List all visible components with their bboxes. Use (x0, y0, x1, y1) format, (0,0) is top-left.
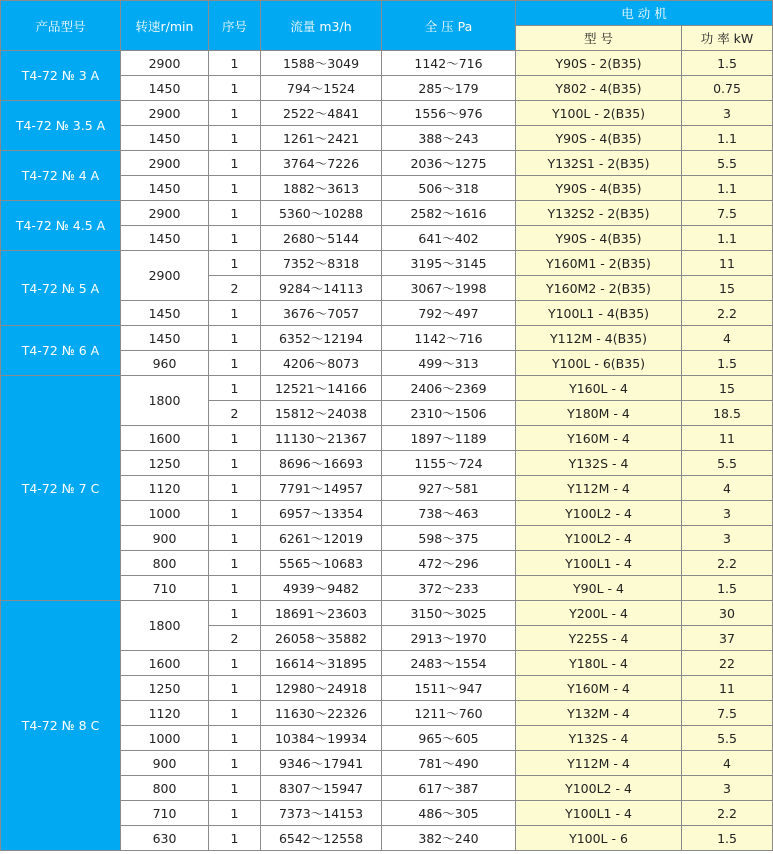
motor-power-cell: 4 (682, 476, 773, 501)
speed-cell: 1450 (121, 301, 209, 326)
pressure-cell: 738～463 (382, 501, 516, 526)
table-row (1, 326, 773, 351)
speed-cell: 2900 (121, 201, 209, 226)
motor-type-cell: Y100L2 - 4 (516, 526, 682, 551)
speed-cell: 1600 (121, 651, 209, 676)
seq-cell: 1 (209, 651, 261, 676)
pressure-cell: 1211～760 (382, 701, 516, 726)
motor-power-cell: 30 (682, 601, 773, 626)
pressure-cell: 2036～1275 (382, 151, 516, 176)
speed-cell: 1250 (121, 451, 209, 476)
flow-cell: 3764～7226 (261, 151, 382, 176)
product-model-cell: T4-72 № 4 A (1, 151, 121, 201)
speed-cell: 710 (121, 801, 209, 826)
flow-cell: 4206～8073 (261, 351, 382, 376)
motor-power-cell: 4 (682, 326, 773, 351)
table-row (1, 151, 773, 176)
pressure-cell: 598～375 (382, 526, 516, 551)
seq-cell: 1 (209, 76, 261, 101)
seq-cell: 1 (209, 351, 261, 376)
seq-cell: 1 (209, 426, 261, 451)
motor-type-cell: Y200L - 4 (516, 601, 682, 626)
motor-type-cell: Y90S - 2(B35) (516, 51, 682, 76)
motor-power-cell: 3 (682, 501, 773, 526)
motor-power-cell: 11 (682, 426, 773, 451)
motor-power-cell: 37 (682, 626, 773, 651)
speed-cell: 1450 (121, 76, 209, 101)
motor-power-cell: 1.5 (682, 576, 773, 601)
motor-type-cell: Y802 - 4(B35) (516, 76, 682, 101)
pressure-cell: 2310～1506 (382, 401, 516, 426)
pressure-cell: 388～243 (382, 126, 516, 151)
motor-type-cell: Y100L2 - 4 (516, 776, 682, 801)
seq-cell: 1 (209, 526, 261, 551)
product-model-cell: T4-72 № 7 C (1, 376, 121, 601)
seq-cell: 1 (209, 801, 261, 826)
flow-cell: 26058～35882 (261, 626, 382, 651)
motor-type-cell: Y90S - 4(B35) (516, 176, 682, 201)
motor-type-cell: Y160M - 4 (516, 676, 682, 701)
header-product-model: 产品型号 (1, 1, 121, 51)
motor-type-cell: Y180M - 4 (516, 401, 682, 426)
flow-cell: 11130～21367 (261, 426, 382, 451)
flow-cell: 16614～31895 (261, 651, 382, 676)
motor-type-cell: Y160M2 - 2(B35) (516, 276, 682, 301)
motor-type-cell: Y132S - 4 (516, 451, 682, 476)
table-row (1, 51, 773, 76)
motor-type-cell: Y100L1 - 4 (516, 801, 682, 826)
motor-type-cell: Y132M - 4 (516, 701, 682, 726)
seq-cell: 1 (209, 376, 261, 401)
product-model-cell: T4-72 № 8 C (1, 601, 121, 851)
flow-cell: 10384～19934 (261, 726, 382, 751)
pressure-cell: 965～605 (382, 726, 516, 751)
speed-cell: 1450 (121, 226, 209, 251)
motor-power-cell: 1.5 (682, 826, 773, 851)
flow-cell: 794～1524 (261, 76, 382, 101)
flow-cell: 12980～24918 (261, 676, 382, 701)
table-body (1, 51, 773, 851)
motor-type-cell: Y132S - 4 (516, 726, 682, 751)
table-row (1, 376, 773, 401)
motor-power-cell: 1.5 (682, 351, 773, 376)
motor-power-cell: 1.5 (682, 51, 773, 76)
pressure-cell: 372～233 (382, 576, 516, 601)
header-seq: 序号 (209, 1, 261, 51)
speed-cell: 1250 (121, 676, 209, 701)
pressure-cell: 1142～716 (382, 326, 516, 351)
pressure-cell: 472～296 (382, 551, 516, 576)
seq-cell: 2 (209, 626, 261, 651)
pressure-cell: 1511～947 (382, 676, 516, 701)
motor-power-cell: 5.5 (682, 451, 773, 476)
speed-cell: 900 (121, 751, 209, 776)
seq-cell: 1 (209, 176, 261, 201)
flow-cell: 7373～14153 (261, 801, 382, 826)
speed-cell: 900 (121, 526, 209, 551)
motor-type-cell: Y100L2 - 4 (516, 501, 682, 526)
seq-cell: 1 (209, 151, 261, 176)
flow-cell: 8696～16693 (261, 451, 382, 476)
seq-cell: 1 (209, 701, 261, 726)
flow-cell: 15812～24038 (261, 401, 382, 426)
pressure-cell: 1155～724 (382, 451, 516, 476)
pressure-cell: 781～490 (382, 751, 516, 776)
motor-power-cell: 15 (682, 276, 773, 301)
speed-cell: 800 (121, 776, 209, 801)
motor-power-cell: 2.2 (682, 551, 773, 576)
speed-cell: 2900 (121, 101, 209, 126)
speed-cell: 1120 (121, 476, 209, 501)
motor-power-cell: 7.5 (682, 701, 773, 726)
motor-power-cell: 5.5 (682, 726, 773, 751)
motor-type-cell: Y160M - 4 (516, 426, 682, 451)
flow-cell: 8307～15947 (261, 776, 382, 801)
motor-power-cell: 7.5 (682, 201, 773, 226)
speed-cell: 710 (121, 576, 209, 601)
speed-cell: 1450 (121, 326, 209, 351)
speed-cell: 2900 (121, 151, 209, 176)
motor-power-cell: 1.1 (682, 126, 773, 151)
motor-type-cell: Y160L - 4 (516, 376, 682, 401)
header-motor-power: 功 率 kW (682, 26, 773, 51)
motor-power-cell: 1.1 (682, 226, 773, 251)
motor-type-cell: Y90S - 4(B35) (516, 126, 682, 151)
flow-cell: 6352～12194 (261, 326, 382, 351)
pressure-cell: 499～313 (382, 351, 516, 376)
header-motor: 电 动 机 (516, 1, 773, 26)
seq-cell: 1 (209, 201, 261, 226)
flow-cell: 7352～8318 (261, 251, 382, 276)
seq-cell: 1 (209, 601, 261, 626)
flow-cell: 5360～10288 (261, 201, 382, 226)
pressure-cell: 506～318 (382, 176, 516, 201)
speed-cell: 1450 (121, 176, 209, 201)
motor-power-cell: 1.1 (682, 176, 773, 201)
flow-cell: 12521～14166 (261, 376, 382, 401)
seq-cell: 1 (209, 326, 261, 351)
seq-cell: 1 (209, 501, 261, 526)
seq-cell: 1 (209, 51, 261, 76)
flow-cell: 1261～2421 (261, 126, 382, 151)
motor-type-cell: Y112M - 4 (516, 751, 682, 776)
pressure-cell: 285～179 (382, 76, 516, 101)
flow-cell: 3676～7057 (261, 301, 382, 326)
motor-type-cell: Y90L - 4 (516, 576, 682, 601)
table-row (1, 251, 773, 276)
pressure-cell: 617～387 (382, 776, 516, 801)
motor-type-cell: Y112M - 4 (516, 476, 682, 501)
speed-cell: 1000 (121, 726, 209, 751)
speed-cell: 2900 (121, 51, 209, 76)
product-model-cell: T4-72 № 4.5 A (1, 201, 121, 251)
seq-cell: 2 (209, 276, 261, 301)
speed-cell: 2900 (121, 251, 209, 301)
motor-power-cell: 3 (682, 101, 773, 126)
flow-cell: 2522～4841 (261, 101, 382, 126)
pressure-cell: 1556～976 (382, 101, 516, 126)
pressure-cell: 792～497 (382, 301, 516, 326)
pressure-cell: 1897～1189 (382, 426, 516, 451)
pressure-cell: 2913～1970 (382, 626, 516, 651)
header-pressure: 全 压 Pa (382, 1, 516, 51)
speed-cell: 630 (121, 826, 209, 851)
product-model-cell: T4-72 № 5 A (1, 251, 121, 326)
motor-type-cell: Y100L1 - 4 (516, 551, 682, 576)
seq-cell: 1 (209, 226, 261, 251)
header-speed: 转速r/min (121, 1, 209, 51)
pressure-cell: 2582～1616 (382, 201, 516, 226)
pressure-cell: 2483～1554 (382, 651, 516, 676)
flow-cell: 1882～3613 (261, 176, 382, 201)
flow-cell: 5565～10683 (261, 551, 382, 576)
product-model-cell: T4-72 № 6 A (1, 326, 121, 376)
motor-power-cell: 0.75 (682, 76, 773, 101)
speed-cell: 1120 (121, 701, 209, 726)
flow-cell: 7791～14957 (261, 476, 382, 501)
motor-power-cell: 22 (682, 651, 773, 676)
seq-cell: 1 (209, 301, 261, 326)
speed-cell: 1450 (121, 126, 209, 151)
motor-type-cell: Y100L1 - 4(B35) (516, 301, 682, 326)
seq-cell: 1 (209, 251, 261, 276)
motor-power-cell: 5.5 (682, 151, 773, 176)
seq-cell: 1 (209, 676, 261, 701)
table-row (1, 101, 773, 126)
speed-cell: 1800 (121, 376, 209, 426)
table-row (1, 201, 773, 226)
flow-cell: 18691～23603 (261, 601, 382, 626)
motor-type-cell: Y90S - 4(B35) (516, 226, 682, 251)
pressure-cell: 486～305 (382, 801, 516, 826)
speed-cell: 960 (121, 351, 209, 376)
speed-cell: 800 (121, 551, 209, 576)
motor-type-cell: Y100L - 2(B35) (516, 101, 682, 126)
table-row (1, 601, 773, 626)
motor-type-cell: Y180L - 4 (516, 651, 682, 676)
motor-power-cell: 11 (682, 676, 773, 701)
pressure-cell: 382～240 (382, 826, 516, 851)
header-motor-type: 型 号 (516, 26, 682, 51)
motor-power-cell: 2.2 (682, 301, 773, 326)
pressure-cell: 3195～3145 (382, 251, 516, 276)
motor-power-cell: 18.5 (682, 401, 773, 426)
motor-type-cell: Y100L - 6(B35) (516, 351, 682, 376)
pressure-cell: 3150～3025 (382, 601, 516, 626)
seq-cell: 1 (209, 751, 261, 776)
motor-type-cell: Y160M1 - 2(B35) (516, 251, 682, 276)
seq-cell: 1 (209, 451, 261, 476)
motor-power-cell: 2.2 (682, 801, 773, 826)
flow-cell: 6261～12019 (261, 526, 382, 551)
motor-type-cell: Y225S - 4 (516, 626, 682, 651)
header-flow: 流量 m3/h (261, 1, 382, 51)
flow-cell: 9284～14113 (261, 276, 382, 301)
pressure-cell: 927～581 (382, 476, 516, 501)
seq-cell: 1 (209, 826, 261, 851)
flow-cell: 6542～12558 (261, 826, 382, 851)
motor-power-cell: 3 (682, 776, 773, 801)
seq-cell: 1 (209, 726, 261, 751)
pressure-cell: 641～402 (382, 226, 516, 251)
motor-type-cell: Y132S1 - 2(B35) (516, 151, 682, 176)
speed-cell: 1000 (121, 501, 209, 526)
product-model-cell: T4-72 № 3 A (1, 51, 121, 101)
pressure-cell: 2406～2369 (382, 376, 516, 401)
speed-cell: 1800 (121, 601, 209, 651)
flow-cell: 4939～9482 (261, 576, 382, 601)
seq-cell: 1 (209, 126, 261, 151)
pressure-cell: 1142～716 (382, 51, 516, 76)
flow-cell: 6957～13354 (261, 501, 382, 526)
motor-type-cell: Y112M - 4(B35) (516, 326, 682, 351)
seq-cell: 1 (209, 476, 261, 501)
motor-power-cell: 3 (682, 526, 773, 551)
flow-cell: 2680～5144 (261, 226, 382, 251)
flow-cell: 1588～3049 (261, 51, 382, 76)
flow-cell: 9346～17941 (261, 751, 382, 776)
seq-cell: 1 (209, 576, 261, 601)
product-model-cell: T4-72 № 3.5 A (1, 101, 121, 151)
motor-power-cell: 15 (682, 376, 773, 401)
motor-power-cell: 11 (682, 251, 773, 276)
motor-type-cell: Y132S2 - 2(B35) (516, 201, 682, 226)
seq-cell: 1 (209, 101, 261, 126)
seq-cell: 2 (209, 401, 261, 426)
motor-power-cell: 4 (682, 751, 773, 776)
motor-type-cell: Y100L - 6 (516, 826, 682, 851)
speed-cell: 1600 (121, 426, 209, 451)
pressure-cell: 3067～1998 (382, 276, 516, 301)
seq-cell: 1 (209, 776, 261, 801)
flow-cell: 11630～22326 (261, 701, 382, 726)
seq-cell: 1 (209, 551, 261, 576)
header-row (1, 1, 773, 26)
